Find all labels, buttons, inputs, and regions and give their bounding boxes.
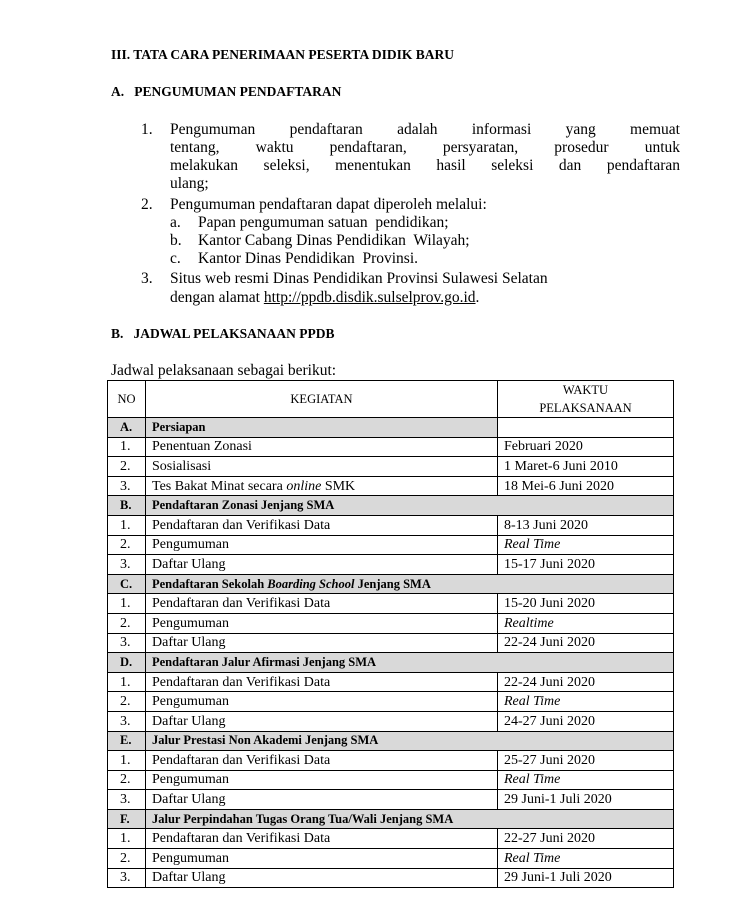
- row-no: 2.: [108, 692, 146, 712]
- row-no: 3.: [108, 476, 146, 496]
- list-number: 1.: [141, 121, 153, 138]
- row-waktu: 22-24 Juni 2020: [498, 672, 674, 692]
- section-no: B.: [108, 496, 146, 516]
- section-title-italic: Boarding School: [267, 576, 355, 591]
- table-header-row: [108, 381, 674, 418]
- row-waktu: 25-27 Juni 2020: [498, 751, 674, 771]
- table-row: [108, 437, 674, 457]
- section-no: E.: [108, 731, 146, 751]
- sub-number: a.: [170, 214, 181, 231]
- row-waktu: Real Time: [498, 692, 674, 712]
- section-title: Pendaftaran Jalur Afirmasi Jenjang SMA: [146, 653, 674, 673]
- row-waktu: 8-13 Juni 2020: [498, 515, 674, 535]
- row-kegiatan: Pendaftaran dan Verifikasi Data: [146, 594, 498, 614]
- row-no: 2.: [108, 849, 146, 869]
- row-kegiatan: Daftar Ulang: [146, 555, 498, 575]
- item-1-line: Pengumuman pendaftaran adalah informasi yang memuat: [170, 121, 680, 138]
- table-row: [108, 672, 674, 692]
- row-no: 3.: [108, 711, 146, 731]
- row-kegiatan: Sosialisasi: [146, 457, 498, 477]
- row-no: 2.: [108, 770, 146, 790]
- table-row: [108, 633, 674, 653]
- table-intro: Jadwal pelaksanaan sebagai berikut:: [111, 362, 337, 379]
- row-kegiatan: Pengumuman: [146, 849, 498, 869]
- schedule-table: [107, 380, 674, 888]
- header-kegiatan: KEGIATAN: [146, 381, 498, 418]
- row-kegiatan: Pendaftaran dan Verifikasi Data: [146, 515, 498, 535]
- table-row: [108, 770, 674, 790]
- row-waktu: 29 Juni-1 Juli 2020: [498, 790, 674, 810]
- item-2-text: Pengumuman pendaftaran dapat diperoleh melalui:: [170, 196, 487, 213]
- row-no: 1.: [108, 515, 146, 535]
- row-no: 3.: [108, 790, 146, 810]
- table-row: [108, 790, 674, 810]
- sub-number: c.: [170, 250, 181, 267]
- item-3-line: [170, 289, 479, 307]
- sub-item-text: Kantor Cabang Dinas Pendidikan Wilayah;: [198, 232, 470, 249]
- row-waktu: 15-17 Juni 2020: [498, 555, 674, 575]
- ppdb-url-link[interactable]: http://ppdb.disdik.sulselprov.go.id: [263, 289, 476, 306]
- table-section-row: [108, 574, 674, 594]
- table-section-row: [108, 731, 674, 751]
- section-title: Jalur Perpindahan Tugas Orang Tua/Wali Jenjang SMA: [146, 809, 674, 829]
- section-a-heading: A. PENGUMUMAN PENDAFTARAN: [111, 84, 342, 99]
- row-kegiatan: Daftar Ulang: [146, 868, 498, 888]
- table-row: [108, 555, 674, 575]
- row-no: 2.: [108, 613, 146, 633]
- kegiatan-part: SMK: [321, 478, 356, 494]
- table-row: [108, 515, 674, 535]
- url-suffix: .: [475, 289, 480, 306]
- table-row: [108, 751, 674, 771]
- section-b-heading: B. JADWAL PELAKSANAAN PPDB: [111, 326, 335, 341]
- row-kegiatan: Daftar Ulang: [146, 633, 498, 653]
- row-kegiatan: Pengumuman: [146, 692, 498, 712]
- row-waktu: 22-27 Juni 2020: [498, 829, 674, 849]
- sub-number: b.: [170, 232, 182, 249]
- item-1-line: tentang, waktu pendaftaran, persyaratan, prosedur untuk: [170, 139, 680, 156]
- table-row: [108, 849, 674, 869]
- header-no: NO: [108, 381, 146, 418]
- row-waktu: 24-27 Juni 2020: [498, 711, 674, 731]
- table-row: [108, 829, 674, 849]
- section-title: Pendaftaran Zonasi Jenjang SMA: [146, 496, 674, 516]
- item-1-text: [170, 121, 680, 193]
- row-kegiatan: Pengumuman: [146, 770, 498, 790]
- table-row: [108, 476, 674, 496]
- section-no: D.: [108, 653, 146, 673]
- table-row: [108, 535, 674, 555]
- table-section-row: [108, 496, 674, 516]
- row-waktu: Realtime: [498, 613, 674, 633]
- row-no: 3.: [108, 555, 146, 575]
- schedule-body: [108, 418, 674, 888]
- row-waktu: Real Time: [498, 770, 674, 790]
- header-waktu-line: WAKTU: [562, 383, 609, 397]
- item-3-line: Situs web resmi Dinas Pendidikan Provinsi Sulawesi Selatan: [170, 270, 548, 287]
- item-1-line: melakukan seleksi, menentukan hasil seleksi dan pendaftaran: [170, 157, 680, 174]
- section-title: Jalur Prestasi Non Akademi Jenjang SMA: [146, 731, 674, 751]
- table-row: [108, 457, 674, 477]
- section-no: A.: [108, 418, 146, 438]
- table-row: [108, 613, 674, 633]
- table-row: [108, 692, 674, 712]
- row-no: 1.: [108, 672, 146, 692]
- row-kegiatan: Penentuan Zonasi: [146, 437, 498, 457]
- section-waktu-empty: [498, 418, 674, 438]
- row-kegiatan: Pendaftaran dan Verifikasi Data: [146, 829, 498, 849]
- table-section-row: [108, 809, 674, 829]
- row-no: 3.: [108, 868, 146, 888]
- kegiatan-italic: online: [286, 478, 322, 494]
- row-no: 1.: [108, 751, 146, 771]
- item-1-line: ulang;: [170, 175, 209, 192]
- row-kegiatan: [146, 476, 498, 496]
- row-waktu: Real Time: [498, 535, 674, 555]
- header-waktu-line: PELAKSANAAN: [539, 401, 632, 415]
- sub-item-text: Papan pengumuman satuan pendidikan;: [198, 214, 449, 231]
- row-kegiatan: Pengumuman: [146, 535, 498, 555]
- section-no: C.: [108, 574, 146, 594]
- row-no: 1.: [108, 437, 146, 457]
- section-title-part: Pendaftaran Sekolah: [152, 576, 268, 591]
- table-row: [108, 868, 674, 888]
- section-title: [146, 574, 674, 594]
- kegiatan-part: Tes Bakat Minat secara: [152, 478, 287, 494]
- row-kegiatan: Pendaftaran dan Verifikasi Data: [146, 672, 498, 692]
- row-waktu: 15-20 Juni 2020: [498, 594, 674, 614]
- row-waktu: Februari 2020: [498, 437, 674, 457]
- section-title: Persiapan: [146, 418, 498, 438]
- row-waktu: 18 Mei-6 Juni 2020: [498, 476, 674, 496]
- section-no: F.: [108, 809, 146, 829]
- list-number: 2.: [141, 196, 153, 213]
- row-kegiatan: Daftar Ulang: [146, 790, 498, 810]
- row-no: 2.: [108, 457, 146, 477]
- row-waktu: Real Time: [498, 849, 674, 869]
- section-title-part: Jenjang SMA: [354, 576, 431, 591]
- header-waktu: [498, 381, 674, 418]
- row-kegiatan: Daftar Ulang: [146, 711, 498, 731]
- row-no: 1.: [108, 829, 146, 849]
- row-waktu: 22-24 Juni 2020: [498, 633, 674, 653]
- table-section-row: [108, 418, 674, 438]
- table-row: [108, 711, 674, 731]
- table-row: [108, 594, 674, 614]
- url-prefix: dengan alamat: [170, 289, 264, 306]
- row-kegiatan: Pengumuman: [146, 613, 498, 633]
- row-kegiatan: Pendaftaran dan Verifikasi Data: [146, 751, 498, 771]
- row-no: 3.: [108, 633, 146, 653]
- table-section-row: [108, 653, 674, 673]
- row-no: 1.: [108, 594, 146, 614]
- row-no: 2.: [108, 535, 146, 555]
- main-heading: III. TATA CARA PENERIMAAN PESERTA DIDIK BARU: [111, 47, 454, 62]
- list-number: 3.: [141, 270, 153, 287]
- row-waktu: 1 Maret-6 Juni 2010: [498, 457, 674, 477]
- row-waktu: 29 Juni-1 Juli 2020: [498, 868, 674, 888]
- sub-item-text: Kantor Dinas Pendidikan Provinsi.: [198, 250, 418, 267]
